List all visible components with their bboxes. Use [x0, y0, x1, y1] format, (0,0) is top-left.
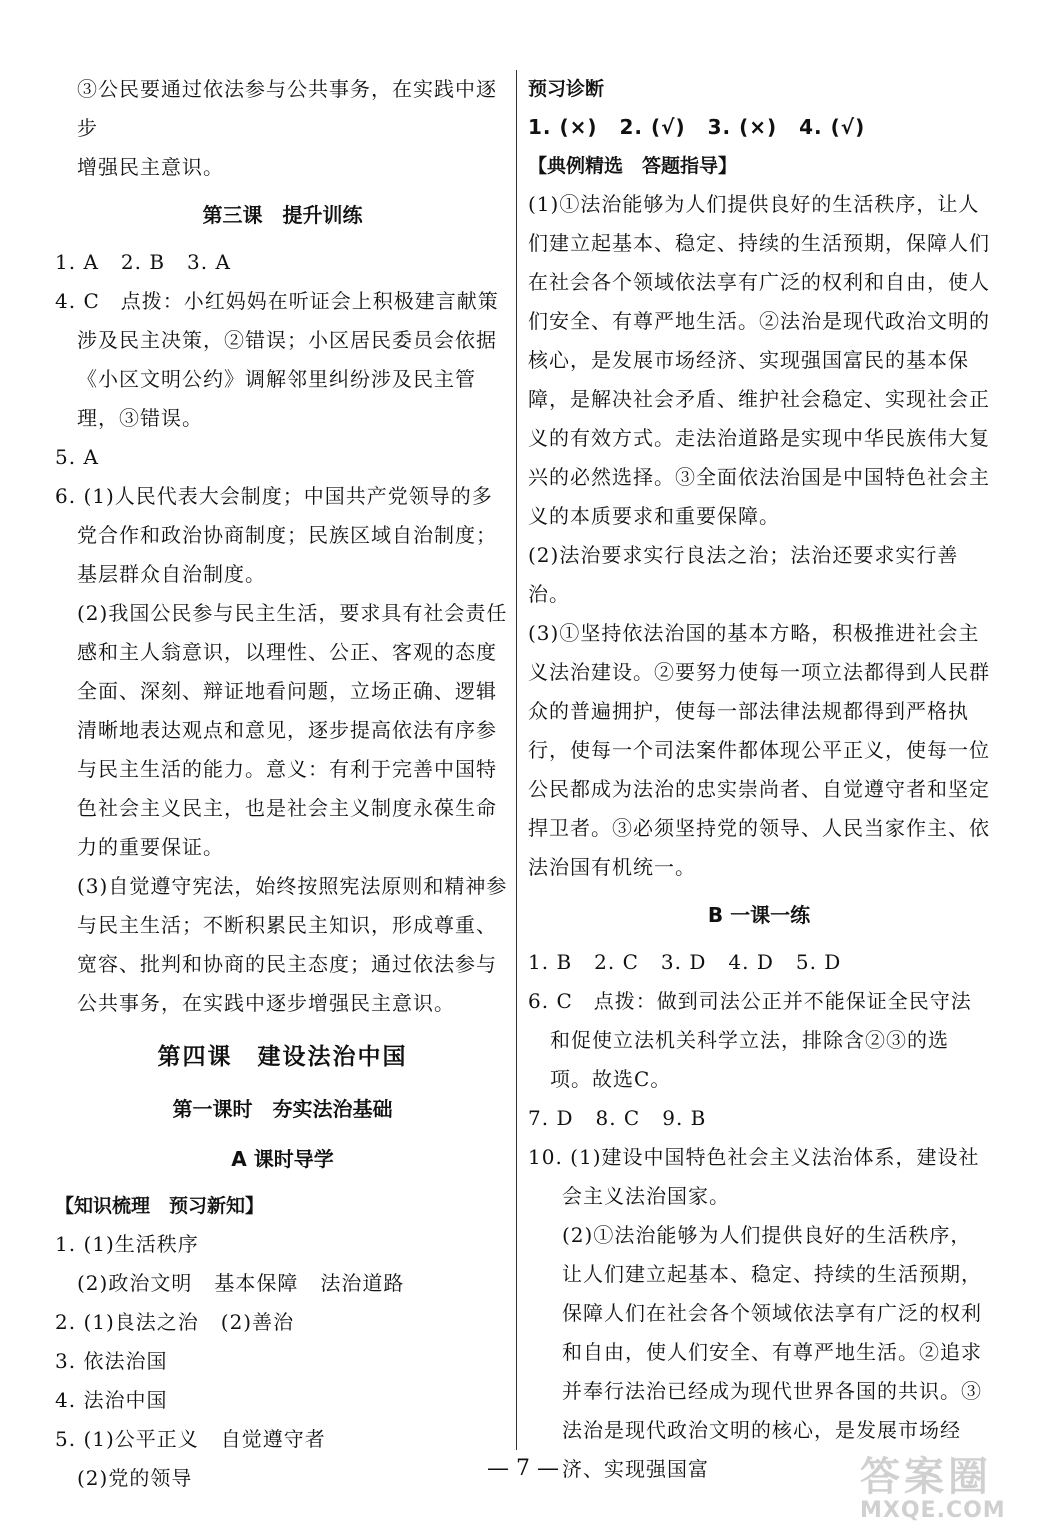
answer-4: 4. C 点拨：小红妈妈在听证会上积极建言献策涉及民主决策，②错误；小区居民委员会依据《小区文明公约》调解邻里纠纷涉及民主管理，③错误。 — [55, 289, 499, 430]
answer-6-part2: (2)我国公民参与民主生活，要求具有社会责任感和主人翁意识，以理性、公正、客观的态度全面、深刻、辩证地看问题，立场正确、逻辑清晰地表达观点和意见，逐步提高依法有序参与民主生活的能力。意义：有利于完善中国特色社会主义民主，也是社会主义制度永葆生命力的重要保证。 — [77, 601, 508, 859]
bracket-heading: 【知识梳理 预习新知】 — [55, 1195, 265, 1217]
right-column — [528, 70, 990, 1489]
answer: 2. (√) — [619, 115, 686, 139]
answer-6-part3: (3)自觉遵守宪法，始终按照宪法原则和精神参与民主生活；不断积累民主知识，形成尊重、宽容、批判和协商的民主态度；通过依法参与公共事务，在实践中逐步增强民主意识。 — [77, 874, 508, 1015]
column-divider — [516, 70, 517, 1450]
text-line: ③公民要通过依法参与公共事务，在实践中逐步 — [77, 77, 497, 140]
knowledge-3: 3. 依法治国 — [55, 1349, 168, 1373]
knowledge-1a: 1. (1)生活秩序 — [55, 1232, 199, 1256]
period-title: 第一课时 夯实法治基础 — [172, 1097, 393, 1121]
answer: 4. D — [728, 950, 774, 974]
knowledge-2 — [55, 1303, 510, 1342]
answer-10-part2: (2)①法治能够为人们提供良好的生活秩序，让人们建立起基本、稳定、持续的生活预期，保障人们在社会各个领域依法享有广泛的权利和自由，使人们安全、有尊严地生活。②追求并奉行法治已经成为现代世界各国的共识。③法治是现代政治文明的核心，是发展市场经济、实现强国富 — [562, 1223, 982, 1481]
answer: 5. D — [795, 950, 842, 974]
watermark-text: 答案圈 — [860, 1454, 992, 1500]
example-answer-2: (2)法治要求实行良法之治；法治还要求实行善治。 — [528, 543, 959, 606]
answer-row — [528, 1099, 990, 1138]
subsection-title: B 一课一练 — [707, 903, 811, 927]
answer: 8. C — [595, 1106, 641, 1130]
answer: 3. D — [660, 950, 707, 974]
knowledge-5a — [55, 1420, 510, 1459]
answer: 4. (√) — [799, 115, 866, 139]
answer: 1. (×) — [528, 115, 598, 139]
fill-answer: 2. (1)良法之治 — [55, 1310, 199, 1334]
watermark-logo — [860, 1455, 1020, 1525]
answer: 1. A — [55, 250, 99, 274]
example-answer-1: (1)①法治能够为人们提供良好的生活秩序，让人们建立起基本、稳定、持续的生活预期，保障人们在社会各个领域依法享有广泛的权利和自由，使人们安全、有尊严地生活。②法治是现代政治文明的核心，是发展市场经济、实现强国富民的基本保障，是解决社会矛盾、维护社会稳定、实现社会正义的有效方式。走法治道路是实现中华民族伟大复兴的必然选择。③全面依法治国是中国特色社会主义的本质要求和重要保障。 — [528, 192, 990, 528]
subsection-title: A 课时导学 — [231, 1147, 334, 1171]
answer-6-part1: 6. (1)人民代表大会制度；中国共产党领导的多党合作和政治协商制度；民族区域自治制度；基层群众自治制度。 — [55, 484, 497, 586]
fill-answer: 自觉遵守者 — [220, 1427, 326, 1451]
answer: 3. (×) — [707, 115, 778, 139]
example-answer-3: (3)①坚持依法治国的基本方略，积极推进社会主义法治建设。②要努力使每一项立法都得到人民群众的普遍拥护，使每一部法律法规都得到严格执行，使每一个司法案件都体现公平正义，使每一位公民都成为法治的忠实崇尚者、自觉遵守者和坚定捍卫者。③必须坚持党的领导、人民当家作主、依法治国有机统一。 — [528, 621, 990, 879]
fill-answer: 法治道路 — [320, 1271, 405, 1295]
left-column — [55, 70, 510, 1498]
lesson-title: 第四课 建设法治中国 — [157, 1043, 408, 1070]
fill-answer: 基本保障 — [214, 1271, 299, 1295]
answer: 2. B — [120, 250, 166, 274]
answer: 3. A — [187, 250, 231, 274]
answer: 1. B — [528, 950, 573, 974]
page-number: — 7 — — [487, 1456, 559, 1481]
answer: 7. D — [528, 1106, 574, 1130]
section-heading: 第三课 提升训练 — [202, 203, 363, 227]
answer-row — [528, 943, 990, 982]
answer: 2. C — [594, 950, 639, 974]
text-line: 增强民主意识。 — [77, 155, 224, 179]
answer-5: 5. A — [55, 445, 99, 469]
knowledge-5b: (2)党的领导 — [77, 1466, 193, 1490]
knowledge-1b — [55, 1264, 510, 1303]
diagnosis-row — [528, 108, 990, 147]
knowledge-4: 4. 法治中国 — [55, 1388, 168, 1412]
fill-answer: (2)善治 — [220, 1310, 295, 1334]
fill-answer: 5. (1)公平正义 — [55, 1427, 199, 1451]
answer-10-part1: 10. (1)建设中国特色社会主义法治体系，建设社会主义法治国家。 — [528, 1145, 980, 1208]
answer-6: 6. C 点拨：做到司法公正并不能保证全民守法和促使立法机关科学立法，排除含②③的选项。故选C。 — [528, 989, 972, 1091]
answer: 9. B — [662, 1106, 707, 1130]
watermark-url: MXQE.COM — [860, 1498, 1006, 1523]
fill-answer: (2)政治文明 — [77, 1271, 193, 1295]
diagnosis-heading: 预习诊断 — [528, 78, 605, 100]
answer-row — [55, 243, 510, 282]
bracket-heading: 【典例精选 答题指导】 — [528, 155, 738, 177]
